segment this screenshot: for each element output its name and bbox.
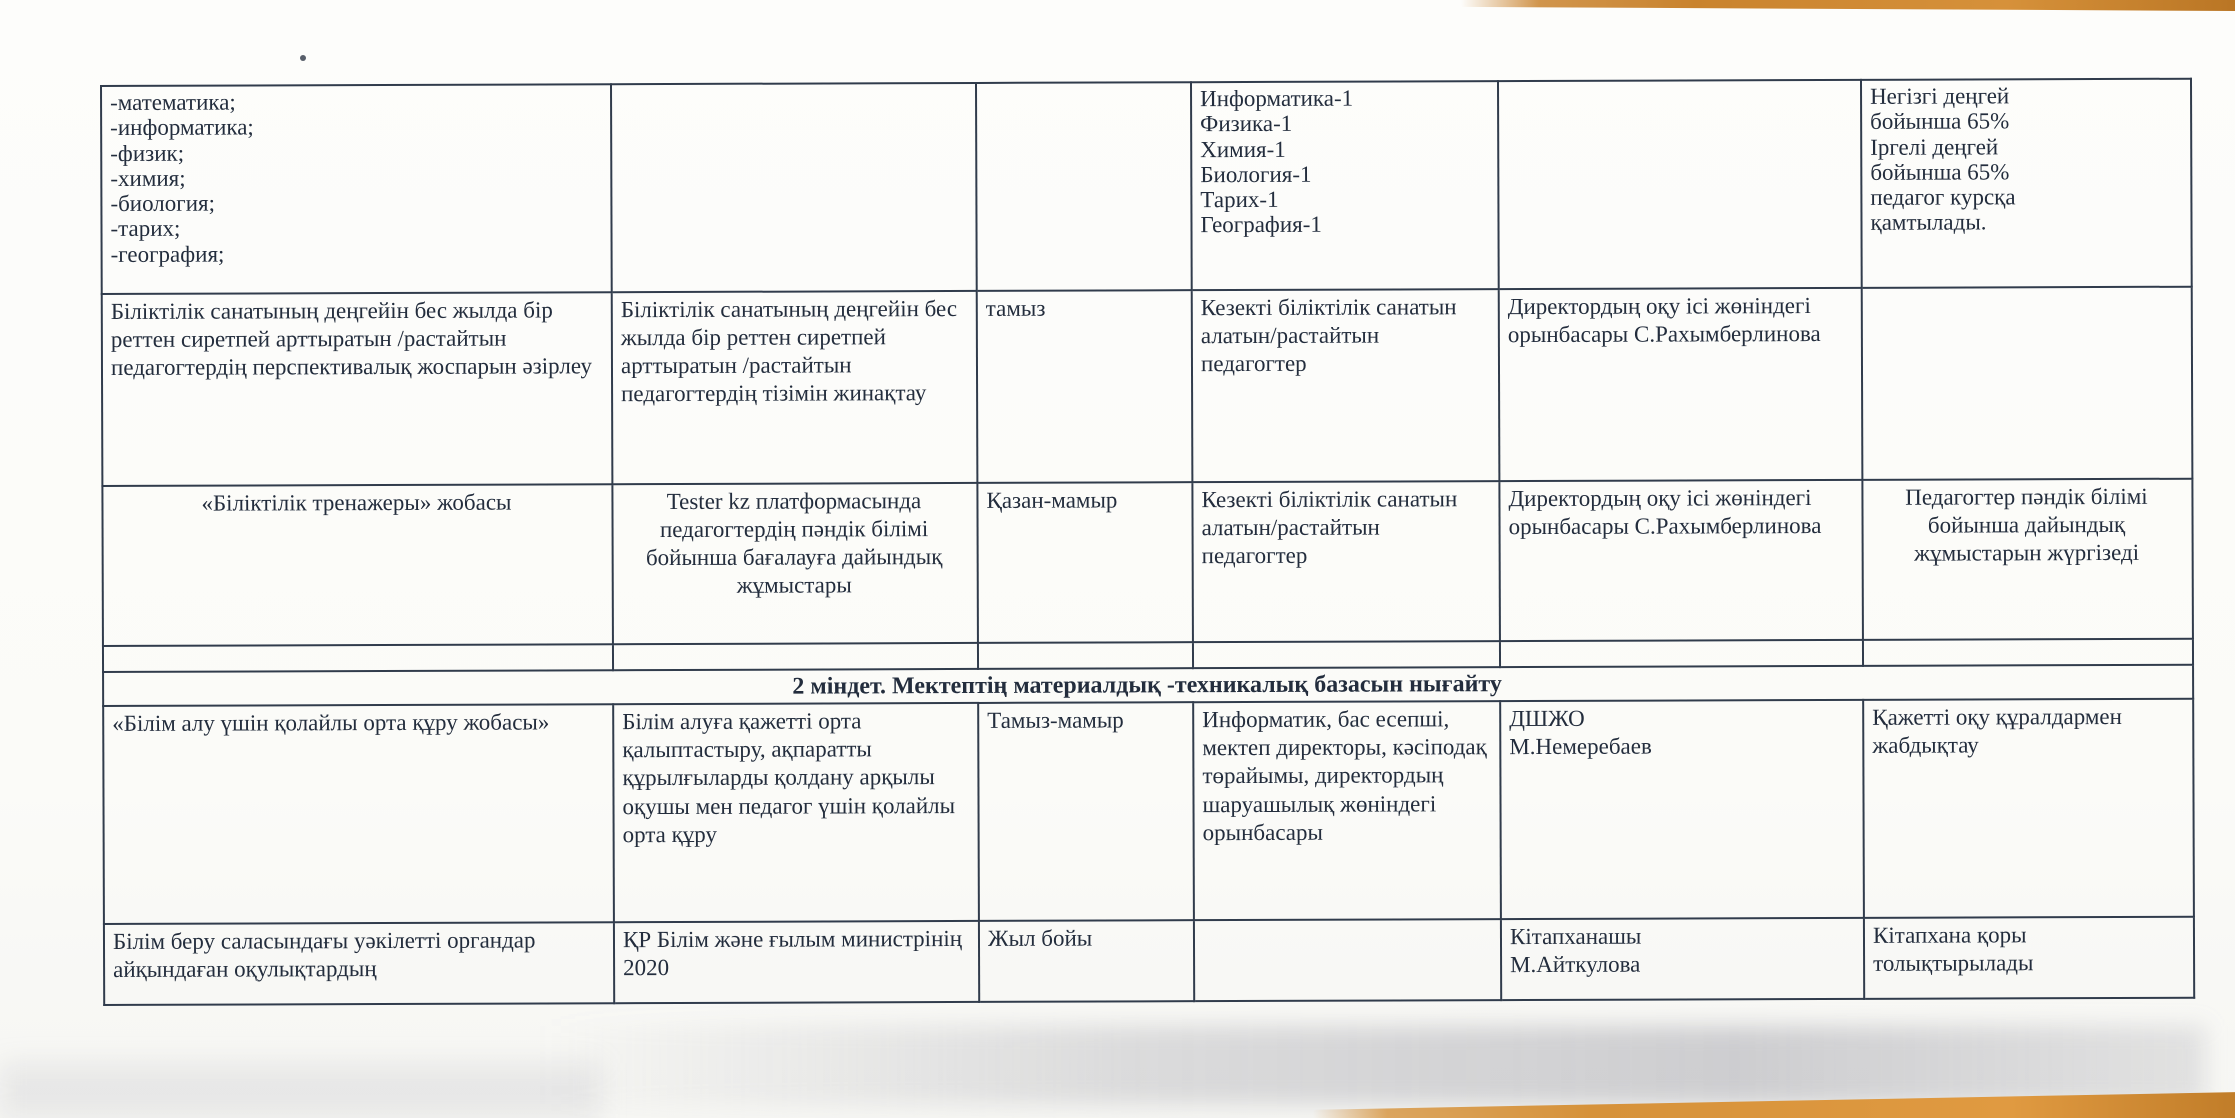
table-cell bbox=[976, 82, 1192, 291]
table-row bbox=[102, 479, 2193, 646]
table-cell: Білім алуға қажетті орта қалыптастыру, ақпаратты құрылғыларды қолдану арқылы оқушы мен педагог үшін қолайлы орта құру bbox=[613, 703, 979, 922]
table-cell: Қажетті оқу құралдармен жабдықтау bbox=[1863, 699, 2194, 918]
table-cell: Tester kz платформасында педагогтердің пәндік білімі бойынша бағалауға дайындық жұмыстары bbox=[612, 483, 978, 644]
work-plan-table bbox=[100, 78, 2195, 1007]
table-cell: Педагогтер пәндік білімі бойынша дайындық жұмыстарын жүргізеді bbox=[1862, 479, 2193, 640]
table-cell: «Білім алу үшін қолайлы орта құру жобасы» bbox=[103, 705, 614, 925]
table-body bbox=[101, 79, 2194, 1006]
table-cell bbox=[978, 642, 1193, 669]
table-cell: Біліктілік санатының деңгейін бес жылда бір реттен сиретпей арттыратын /растайтын педагогтердің тізімін жинақтау bbox=[612, 291, 978, 484]
table-cell: Қазан-мамыр bbox=[977, 482, 1193, 643]
table-cell: Білім беру саласындағы уәкілетті органдар айқындаған оқулықтардың bbox=[104, 923, 614, 1006]
table-cell: Информатик, бас есепші, мектеп директоры, кәсіподақ төрайымы, директордың шаруашылық жөніндегі орынбасары bbox=[1193, 702, 1501, 921]
table-cell: Кітапханашы М.Айткулова bbox=[1501, 918, 1864, 1000]
table-cell: Тамыз-мамыр bbox=[978, 703, 1194, 922]
table-cell bbox=[1193, 641, 1500, 668]
table-row bbox=[102, 287, 2193, 486]
scan-shadow-bottom-left bbox=[0, 1063, 600, 1118]
table-cell bbox=[1863, 639, 2193, 666]
table-cell: Жыл бойы bbox=[979, 921, 1194, 1003]
table-row bbox=[101, 79, 2192, 294]
table-cell: тамыз bbox=[977, 290, 1193, 483]
table-cell bbox=[613, 643, 978, 670]
section-header-cell: 2 міндет. Мектептің материалдық -техникалық базасын нығайту bbox=[103, 665, 2193, 707]
table-cell bbox=[1194, 920, 1501, 1002]
table-row bbox=[104, 917, 2194, 1005]
scan-edge-stripe-top bbox=[1461, 0, 2235, 11]
table-cell: «Біліктілік тренажеры» жобасы bbox=[102, 484, 613, 646]
table-cell bbox=[1498, 80, 1862, 289]
table-cell: Информатика-1 Физика-1 Химия-1 Биология-1 Тарих-1 География-1 bbox=[1191, 81, 1499, 290]
table-cell: Директордың оқу ісі жөніндегі орынбасары С.Рахымберлинова bbox=[1499, 288, 1863, 481]
table-cell: Директордың оқу ісі жөніндегі орынбасары С.Рахымберлинова bbox=[1499, 480, 1863, 641]
table-cell bbox=[1862, 287, 2193, 480]
table-cell: Негізгі деңгей бойынша 65% Іргелі деңгей бойынша 65% педагог курсқа қамтылады. bbox=[1861, 79, 2192, 288]
table-row bbox=[103, 699, 2194, 924]
table-cell: Кезекті біліктілік санатын алатын/растайтын педагогтер bbox=[1192, 289, 1500, 482]
scan-shadow-bottom bbox=[540, 1026, 2205, 1104]
table-cell bbox=[1500, 640, 1863, 667]
table-cell bbox=[103, 644, 613, 672]
table-cell: Біліктілік санатының деңгейін бес жылда бір реттен сиретпей арттыратын /растайтын педагогтердің перспективалық жоспарын әзірлеу bbox=[102, 292, 613, 486]
table-cell: ДШЖО М.Немеребаев bbox=[1500, 700, 1864, 919]
table-cell: Кітапхана қоры толықтырылады bbox=[1864, 917, 2194, 999]
table-cell bbox=[611, 83, 977, 292]
ink-speck bbox=[300, 55, 306, 61]
table-cell: ҚР Білім және ғылым министрінің 2020 bbox=[614, 921, 979, 1003]
table-cell: Кезекті біліктілік санатын алатын/растайтын педагогтер bbox=[1192, 481, 1500, 642]
table-cell: -математика; -информатика; -физик; -химия; -биология; -тарих; -география; bbox=[101, 84, 612, 294]
